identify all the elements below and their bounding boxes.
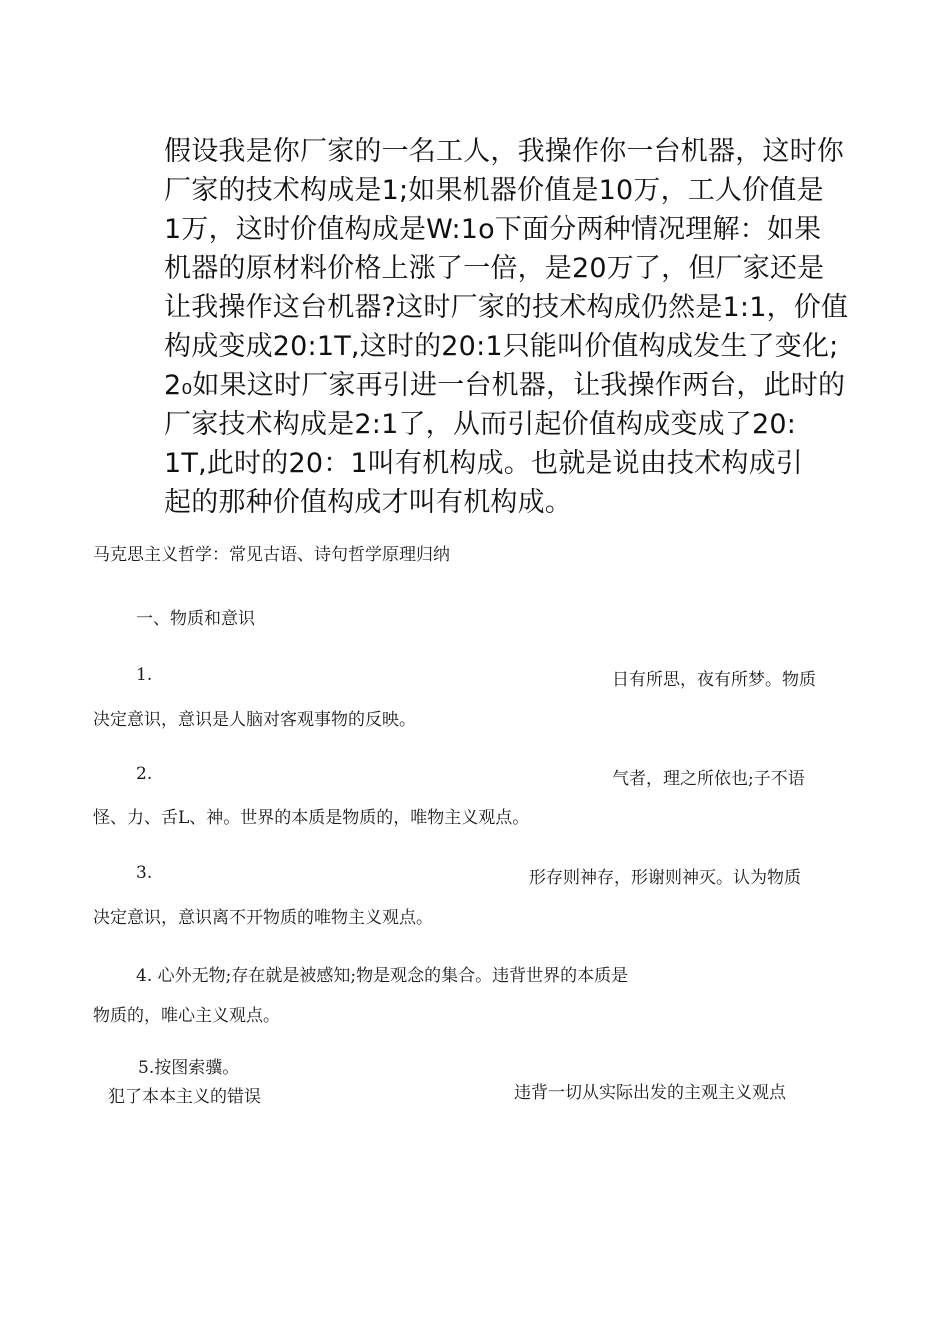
clipped-text-left-box xyxy=(108,1082,408,1104)
intro-paragraph xyxy=(164,132,884,522)
item-explanation: 物质的，唯心主义观点。 xyxy=(93,1006,280,1026)
intro-line: 厂家的技术构成是1;如果机器价值是10万，工人价值是 xyxy=(164,175,824,206)
item-number: 2. xyxy=(136,764,153,784)
item-number: 1. xyxy=(136,665,153,685)
intro-line: 1T,此时的20：1叫有机构成。也就是说由技术构成引 xyxy=(164,448,803,479)
intro-line: 构成变成20:1T,这时的20:1只能叫价值构成发生了变化; xyxy=(164,331,839,362)
intro-line: 让我操作这台机器?这时厂家的技术构成仍然是1:1，价值 xyxy=(164,292,849,323)
intro-line: 1万，这时价值构成是W:1o下面分两种情况理解：如果 xyxy=(164,214,822,245)
item-quote: 气者，理之所依也;子不语 xyxy=(612,769,805,789)
item-quote: 形存则神存，形谢则神灭。认为物质 xyxy=(529,868,801,888)
clipped-text-right: 违背一切从实际出发的主观主义观点 xyxy=(514,1083,786,1100)
item-number: 3. xyxy=(136,863,153,883)
intro-line: 起的那种价值构成才叫有机构成。 xyxy=(164,487,572,518)
item-quote: 日有所思，夜有所梦。物质 xyxy=(612,670,816,690)
item-number-and-quote: 4. 心外无物;存在就是被感知;物是观念的集合。违背世界的本质是 xyxy=(136,966,629,986)
item-explanation: 决定意识，意识离不开物质的唯物主义观点。 xyxy=(93,908,433,928)
item-explanation: 怪、力、舌L、神。世界的本质是物质的，唯物主义观点。 xyxy=(93,808,530,828)
clipped-text-left: 犯了本本主义的错误 xyxy=(108,1087,261,1104)
intro-line: 机器的原材料价格上涨了一倍，是20万了，但厂家还是 xyxy=(164,253,825,284)
subsection-title: 一、物质和意识 xyxy=(136,609,255,629)
item-explanation: 决定意识，意识是人脑对客观事物的反映。 xyxy=(93,710,416,730)
section-title: 马克思主义哲学：常见古语、诗句哲学原理归纳 xyxy=(93,545,450,565)
intro-line: 厂家技术构成是2:1了，从而引起价值构成变成了20: xyxy=(164,409,797,440)
intro-line: 假设我是你厂家的一名工人，我操作你一台机器，这时你 xyxy=(164,136,844,167)
intro-line: 2₀如果这时厂家再引进一台机器，让我操作两台，此时的 xyxy=(164,370,846,401)
item-number-and-quote: 5.按图索骥。 xyxy=(138,1058,240,1078)
clipped-text-right-box xyxy=(514,1078,854,1100)
